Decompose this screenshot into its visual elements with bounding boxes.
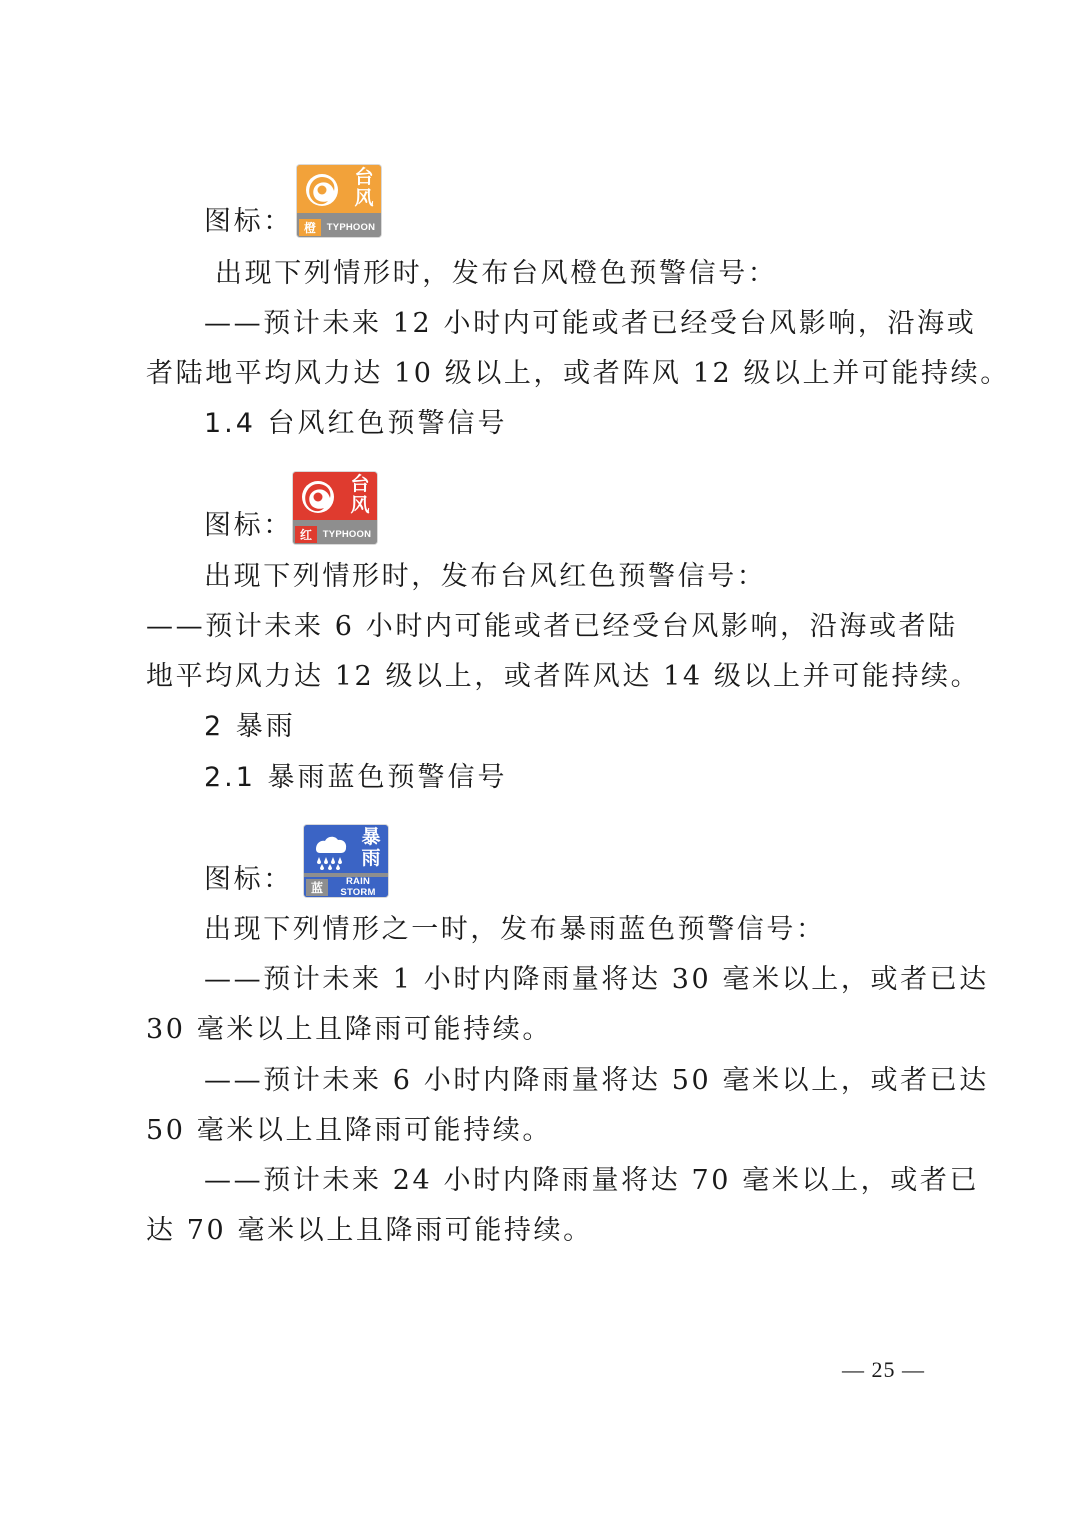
section-heading: 2.1 暴雨蓝色预警信号	[204, 762, 508, 793]
typhoon-symbol-icon	[301, 169, 345, 211]
signal-title: 台风	[354, 166, 374, 209]
paragraph-line: ——预计未来 24 小时内降雨量将达 70 毫米以上，或者已	[204, 1165, 980, 1196]
signal-english-label: TYPHOON	[322, 528, 372, 540]
paragraph-line: 出现下列情形时，发布台风橙色预警信号：	[215, 258, 778, 289]
typhoon-red-signal-icon	[293, 472, 377, 544]
rainstorm-blue-signal-icon	[304, 825, 388, 897]
signal-english-label: RAIN STORM	[340, 876, 376, 897]
paragraph-line: 50 毫米以上且降雨可能持续。	[146, 1115, 552, 1146]
typhoon-orange-signal-icon	[297, 165, 381, 237]
signal-level: 蓝	[306, 879, 328, 896]
paragraph-line: 者陆地平均风力达 10 级以上，或者阵风 12 级以上并可能持续。	[146, 358, 1010, 389]
typhoon-symbol-icon	[297, 476, 341, 518]
paragraph-line: 地平均风力达 12 级以上，或者阵风达 14 级以上并可能持续。	[146, 661, 981, 692]
signal-title: 台风	[350, 473, 370, 516]
rain-cloud-icon	[308, 829, 352, 871]
paragraph-line: 出现下列情形时，发布台风红色预警信号：	[204, 561, 767, 592]
paragraph-line: ——预计未来 6 小时内降雨量将达 50 毫米以上，或者已达	[204, 1065, 989, 1096]
signal-level: 橙	[299, 219, 321, 236]
paragraph-line: 达 70 毫米以上且降雨可能持续。	[146, 1215, 593, 1246]
section-heading: 1.4 台风红色预警信号	[204, 408, 508, 439]
section-heading: 2 暴雨	[204, 711, 296, 742]
paragraph-line: ——预计未来 6 小时内可能或者已经受台风影响，沿海或者陆	[146, 611, 958, 642]
icon-label: 图标：	[204, 206, 293, 237]
paragraph-line: ——预计未来 1 小时内降雨量将达 30 毫米以上，或者已达	[204, 964, 989, 995]
page-number: — 25 —	[842, 1357, 925, 1382]
signal-level: 红	[295, 526, 317, 543]
signal-title: 暴雨	[361, 826, 381, 869]
paragraph-line: ——预计未来 12 小时内可能或者已经受台风影响，沿海或	[204, 308, 977, 339]
signal-english-label: TYPHOON	[326, 221, 376, 233]
icon-label: 图标：	[204, 864, 293, 895]
paragraph-line: 出现下列情形之一时，发布暴雨蓝色预警信号：	[204, 914, 826, 945]
icon-label: 图标：	[204, 510, 293, 541]
paragraph-line: 30 毫米以上且降雨可能持续。	[146, 1014, 552, 1045]
